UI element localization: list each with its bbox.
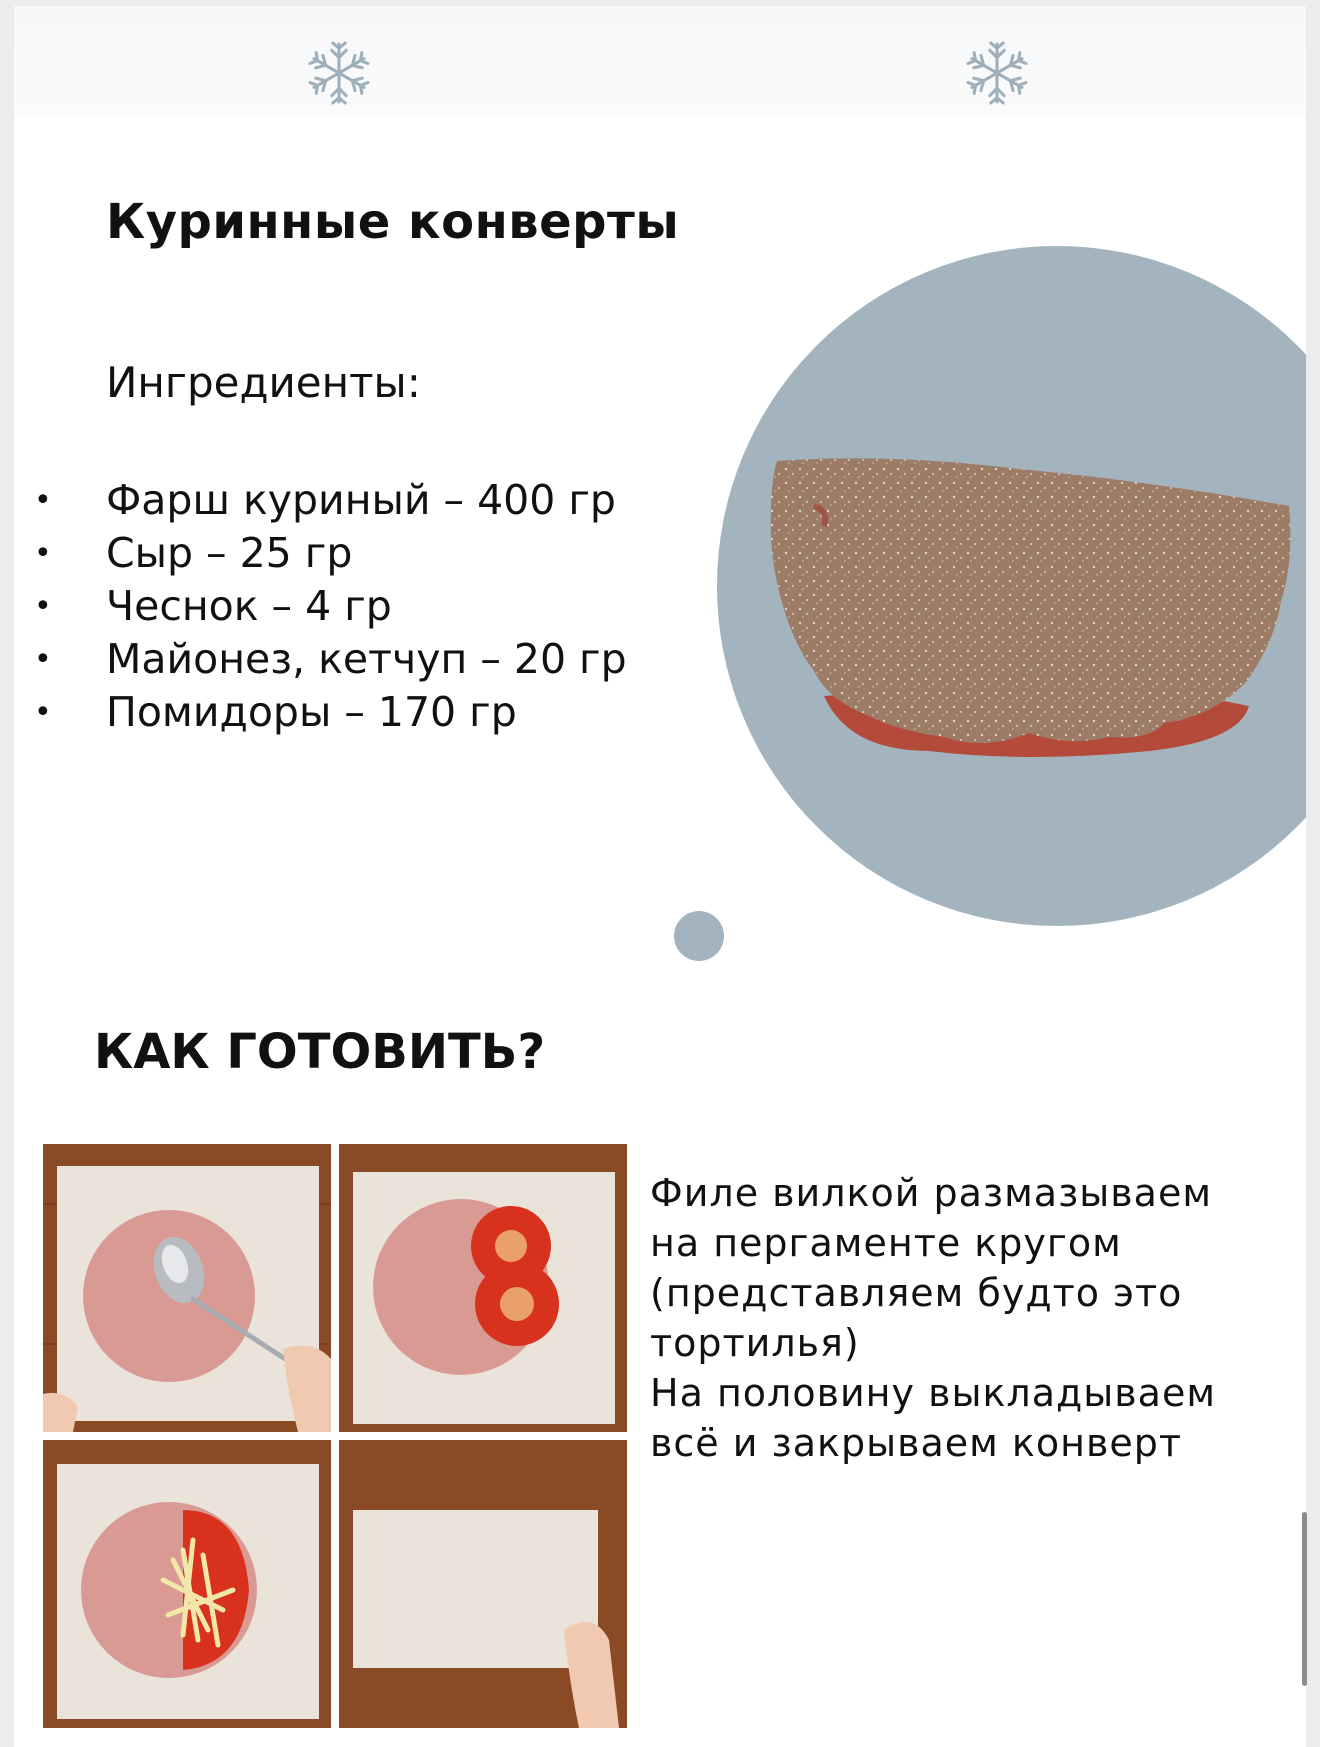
bullet: • — [34, 483, 52, 518]
top-strip — [14, 6, 1306, 116]
ingredient-item — [14, 527, 627, 580]
ingredient-text: Чеснок – 4 гр — [106, 582, 392, 630]
ingredients-heading: Ингредиенты: — [106, 358, 421, 407]
step-line: На половину выкладываем — [650, 1371, 1217, 1415]
ingredient-item — [14, 633, 627, 686]
ingredient-text: Майонез, кетчуп – 20 гр — [106, 635, 627, 683]
bullet: • — [34, 589, 52, 624]
recipe-title: Куринные конверты — [106, 194, 680, 250]
step-line: (представляем будто это — [650, 1271, 1183, 1315]
ingredient-text: Помидоры – 170 гр — [106, 688, 517, 736]
ingredient-text: Фарш куриный – 400 гр — [106, 476, 616, 524]
bullet: • — [34, 642, 52, 677]
step-line: Филе вилкой размазываем — [650, 1171, 1213, 1215]
recipe-card — [14, 6, 1306, 1747]
ingredient-item — [14, 686, 627, 739]
step-line: тортилья) — [650, 1321, 860, 1365]
ingredient-text: Сыр – 25 гр — [106, 529, 353, 577]
step-line: всё и закрываем конверт — [650, 1421, 1182, 1465]
step-line: на пергаменте кругом — [650, 1221, 1122, 1265]
howto-steps — [650, 1168, 1290, 1468]
step-photo-tomato — [339, 1144, 627, 1432]
step-photo-fold — [339, 1440, 627, 1728]
snowflake-icon — [964, 40, 1030, 106]
bullet: • — [34, 536, 52, 571]
scrollbar[interactable] — [1302, 1512, 1307, 1686]
bullet: • — [34, 695, 52, 730]
ingredient-item — [14, 580, 627, 633]
howto-heading: КАК ГОТОВИТЬ? — [94, 1024, 546, 1080]
step-photo-cheese — [43, 1440, 331, 1728]
decor-circle-small — [674, 911, 724, 961]
envelope-photo — [769, 451, 1299, 781]
ingredient-item — [14, 474, 627, 527]
step-photo-spread — [43, 1144, 331, 1432]
ingredients-list — [14, 474, 627, 739]
step-photos — [43, 1144, 627, 1728]
snowflake-icon — [306, 40, 372, 106]
